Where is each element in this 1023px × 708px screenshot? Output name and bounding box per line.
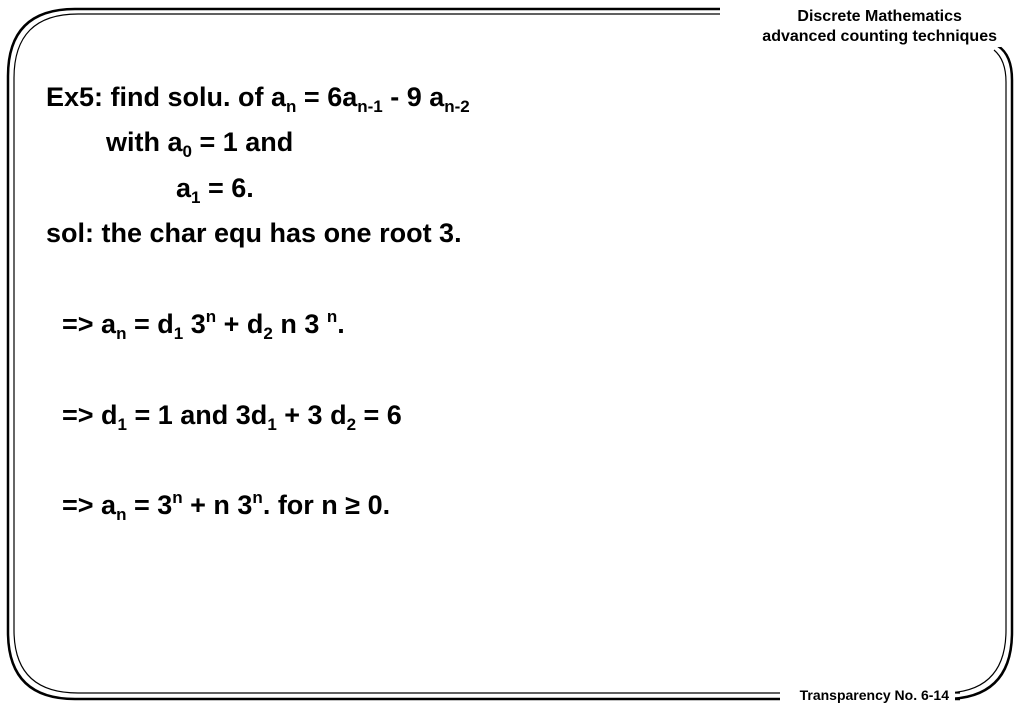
final-solution-step: => $a_n = 3^n + n$ 3$^n$. for n ≥ 0. [62,488,391,524]
solution-root-statement: sol: the char equ has one root 3. [46,218,462,248]
initial-condition-a0: with $a_0 = 1$ and [106,127,294,161]
course-title: Discrete Mathematics [797,8,962,25]
topic-title: advanced counting techniques [762,28,997,45]
initial-condition-a1: $a_1 = 6$. [176,173,254,207]
general-solution-step: => $a_n = d_1$ $3^n + d_2$ n 3 $^n$. [62,307,345,343]
coefficient-equations-step: => $d_1 = 1$ and $3d_1 + 3$ $d_2 = 6$ [62,400,402,434]
slide-footer: Transparency No. 6-14 [794,686,955,704]
example-statement: Ex5: find solu. of $a_n = 6a_{n-1} - 9$ $a_{n-2}$ [46,82,470,116]
